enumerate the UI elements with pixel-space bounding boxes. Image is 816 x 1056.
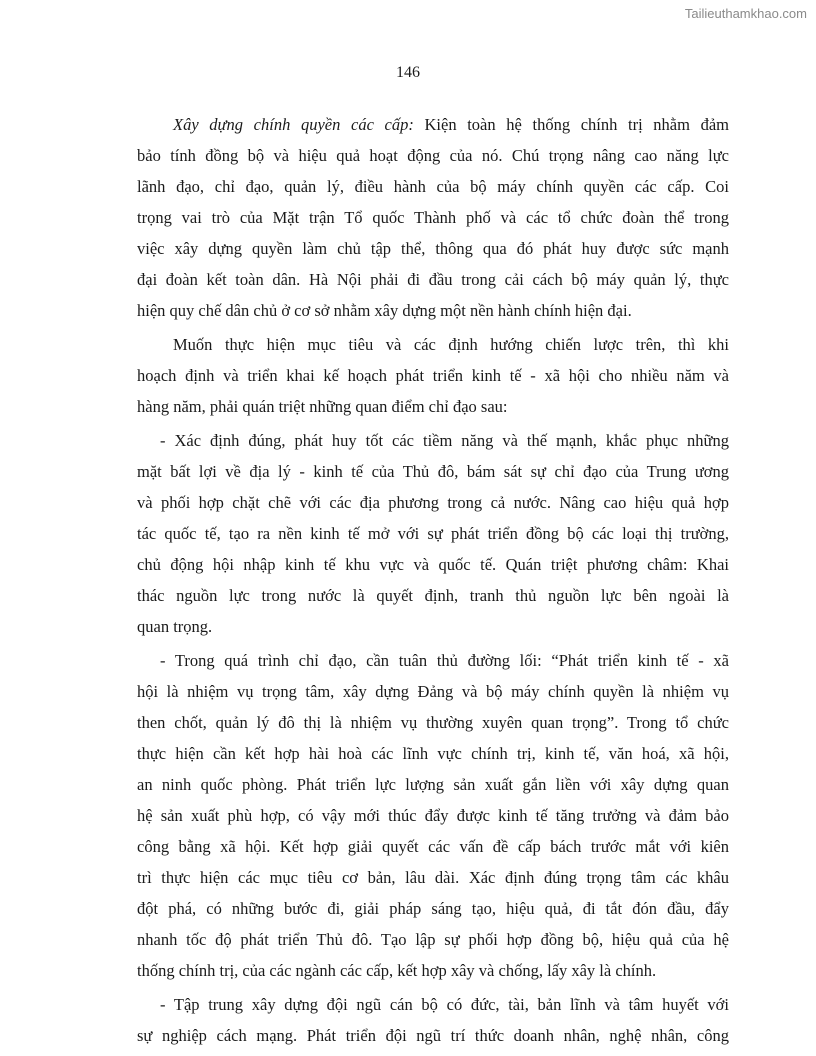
text-line: hội là nhiệm vụ trọng tâm, xây dựng Đảng và bộ máy chính quyền là nhiệm vụ [137,682,729,701]
text-line: hệ sản xuất phù hợp, có vậy mới thúc đẩy được kinh tế tăng trưởng và đảm bảo [137,806,729,825]
page-body [137,109,729,1054]
text-line: nhanh tốc độ phát triển Thủ đô. Tạo lập sự phối hợp đồng bộ, hiệu quả của hệ [137,930,729,949]
paragraph-government [137,109,729,326]
text-line: then chốt, quản lý đô thị là nhiệm vụ thường xuyên quan trọng”. Trong tổ chức [137,713,729,732]
text-line: thực hiện cần kết hợp hài hoà các lĩnh vực chính trị, kinh tế, văn hoá, xã hội, [137,744,729,763]
text-line: trọng vai trò của Mặt trận Tổ quốc Thành phố và các tổ chức đoàn thể trong [137,208,729,227]
text-line: thác nguồn lực trong nước là quyết định, tranh thủ nguồn lực bên ngoài là [137,586,729,605]
text-line: - Trong quá trình chỉ đạo, cần tuân thủ đường lối: “Phát triển kinh tế - xã [160,651,729,670]
page-number: 146 [396,64,420,81]
text-line: hoạch định và triển khai kế hoạch phát triển kinh tế - xã hội cho nhiều năm và [137,366,729,385]
section-heading: Xây dựng chính quyền các cấp: [173,115,414,134]
paragraph-point-2 [137,645,729,986]
paragraph-point-1 [137,425,729,642]
text-line [137,109,729,140]
paragraph-point-3 [137,989,729,1051]
text-line: công bằng xã hội. Kết hợp giải quyết các vấn đề cấp bách trước mắt với kiên [137,837,729,856]
text-line: - Xác định đúng, phát huy tốt các tiềm năng và thế mạnh, khắc phục những [160,431,729,450]
text-line: thống chính trị, của các ngành các cấp, kết hợp xây và chống, lấy xây là chính. [137,961,657,980]
text-line: an ninh quốc phòng. Phát triển lực lượng sản xuất gắn liền với xây dựng quan [137,775,729,794]
text-line: hiện quy chế dân chủ ở cơ sở nhằm xây dựng một nền hành chính hiện đại. [137,301,632,320]
text-line: quan trọng. [137,617,213,636]
text-line: mặt bất lợi về địa lý - kinh tế của Thủ đô, bám sát sự chỉ đạo của Trung ương [137,462,729,481]
text-line: trì thực hiện các mục tiêu cơ bản, lâu dài. Xác định đúng trọng tâm các khâu [137,868,729,887]
text-line: chủ động hội nhập kinh tế khu vực và quốc tế. Quán triệt phương châm: Khai [137,555,729,574]
text-line: việc xây dựng quyền làm chủ tập thể, thông qua đó phát huy được sức mạnh [137,239,729,258]
watermark: Tailieuthamkhao.com [684,6,807,21]
text-line: lãnh đạo, chỉ đạo, quản lý, điều hành của bộ máy chính quyền các cấp. Coi [137,177,729,196]
text-line: đột phá, có những bước đi, giải pháp sáng tạo, hiệu quả, đi tắt đón đầu, đẩy [137,899,729,918]
text-line: Muốn thực hiện mục tiêu và các định hướng chiến lược trên, thì khi [173,335,729,354]
paragraph-intro [137,329,729,422]
text-line: tác quốc tế, tạo ra nền kinh tế mở với sự phát triển đồng bộ các loại thị trường, [137,524,729,543]
text-line: - Tập trung xây dựng đội ngũ cán bộ có đức, tài, bản lĩnh và tâm huyết với [160,995,729,1014]
text-line: hàng năm, phải quán triệt những quan điểm chỉ đạo sau: [137,397,508,416]
text-line: sự nghiệp cách mạng. Phát triển đội ngũ trí thức doanh nhân, nghệ nhân, công [137,1026,729,1045]
text-line: đại đoàn kết toàn dân. Hà Nội phải đi đầu trong cải cách bộ máy quản lý, thực [137,270,729,289]
text-span: Kiện toàn hệ thống chính trị nhằm đảm [424,115,730,134]
text-line: và phối hợp chặt chẽ với các địa phương trong cả nước. Nâng cao hiệu quả hợp [137,493,729,512]
text-line: bảo tính đồng bộ và hiệu quả hoạt động của nó. Chú trọng nâng cao năng lực [137,146,729,165]
